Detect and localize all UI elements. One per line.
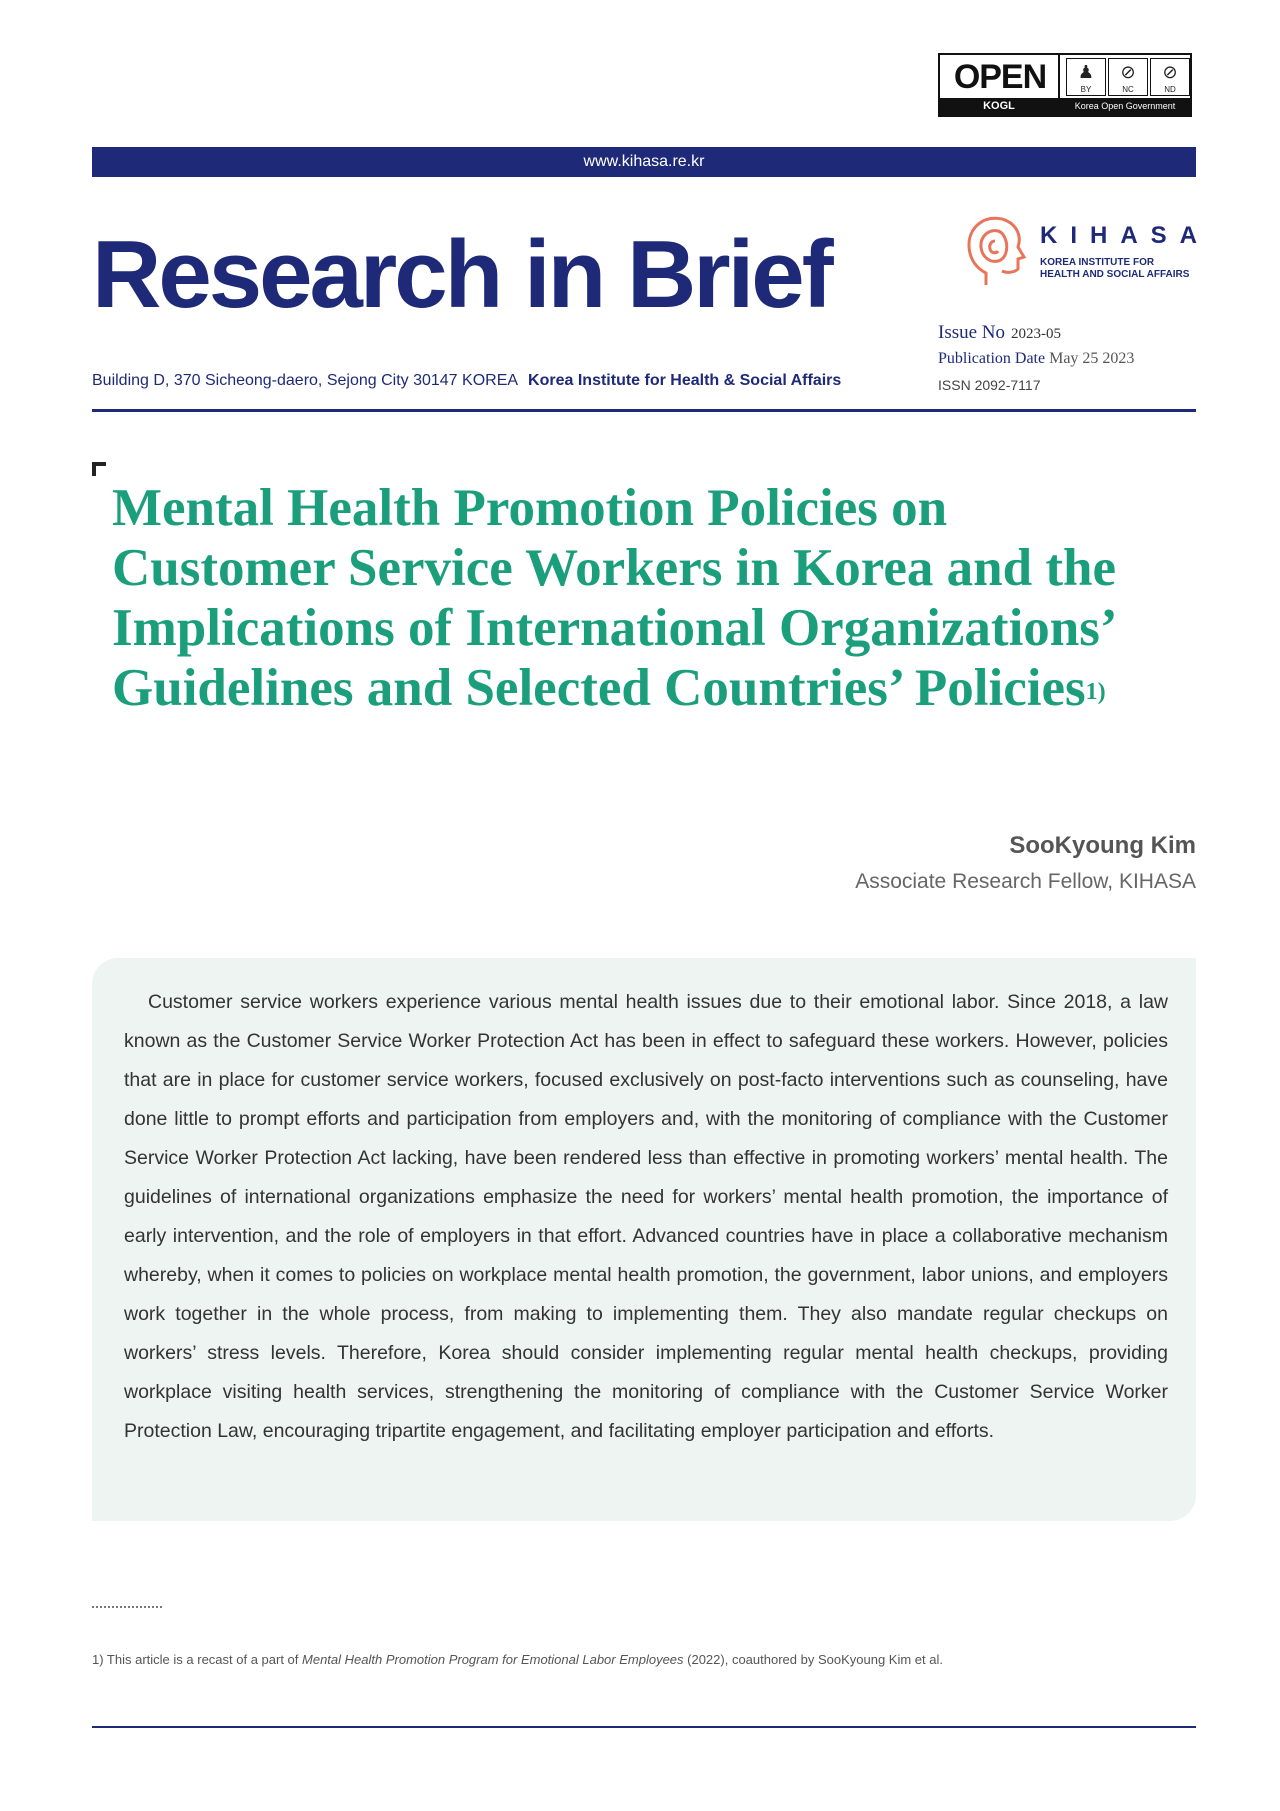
author-name: SooKyoung Kim bbox=[1009, 832, 1196, 859]
publication-date bbox=[938, 350, 1134, 368]
footnote-work-title: Mental Health Promotion Program for Emotional Labor Employees bbox=[302, 1652, 684, 1667]
no-commercial-icon: ⊘ bbox=[1120, 62, 1136, 82]
kogl-license-badge bbox=[938, 53, 1192, 128]
issue-value: 2023-05 bbox=[1011, 326, 1062, 342]
publication-date-value: May 25 2023 bbox=[1049, 350, 1135, 367]
website-link[interactable]: www.kihasa.re.kr bbox=[583, 153, 705, 170]
organization-name: Korea Institute for Health & Social Affairs bbox=[528, 372, 842, 389]
kihasa-subtitle-line1: KOREA INSTITUTE FOR bbox=[1040, 257, 1155, 268]
kogl-label: KOGL bbox=[940, 98, 1058, 115]
kogl-nd-label: ND bbox=[1164, 85, 1176, 94]
issue-number bbox=[938, 322, 1061, 344]
kihasa-wordmark: KIHASA bbox=[1040, 222, 1211, 249]
footnote-suffix: (2022), coauthored by SooKyoung Kim et al. bbox=[683, 1652, 943, 1667]
footnote bbox=[92, 1652, 943, 1667]
kogl-nd-cell bbox=[1150, 58, 1190, 96]
title-corner-mark bbox=[92, 462, 106, 476]
kihasa-subtitle-line2: HEALTH AND SOCIAL AFFAIRS bbox=[1040, 269, 1190, 280]
kogl-conditions bbox=[1058, 55, 1190, 128]
abstract-box bbox=[92, 958, 1196, 1521]
kogl-open-label: OPEN bbox=[953, 58, 1047, 96]
publication-title: Research in Brief bbox=[92, 221, 831, 328]
footnote-prefix: 1) This article is a recast of a part of bbox=[92, 1652, 303, 1667]
address-line bbox=[92, 372, 841, 390]
kogl-by-cell bbox=[1066, 58, 1106, 96]
article-title-line3: Implications of International Organizations’ bbox=[112, 599, 1118, 657]
website-bar bbox=[92, 147, 1196, 177]
address: Building D, 370 Sicheong-daero, Sejong City 30147 KOREA bbox=[92, 372, 519, 389]
article-title-line1: Mental Health Promotion Policies on bbox=[112, 479, 948, 537]
abstract-text: Customer service workers experience various mental health issues due to their emotional labor. Since 2018, a law known as the Customer Service Worker Protection Act has been in effect to safeguard these workers. However, policies that are in place for customer service workers, focused exclusively on post-facto interventions such as counseling, have done little to prompt efforts and participation from employers and, with the monitoring of compliance with the Customer Service Worker Protection Act lacking, have been rendered less than effective in promoting workers’ mental health. The guidelines of international organizations emphasize the need for workers’ mental health promotion, the importance of early intervention, and the role of employers in that effort. Advanced countries have in place a collaborative mechanism whereby, when it comes to policies on workplace mental health promotion, the government, labor unions, and employers work together in the whole process, from making to implementing them. They also mandate regular checkups on workers’ stress levels. Therefore, Korea should consider implementing regular mental health checkups, providing workplace visiting health services, strengthening the monitoring of compliance with the Customer Service Worker Protection Law, encouraging tripartite engagement, and facilitating employer participation and efforts. bbox=[124, 991, 1168, 1442]
publication-date-label: Publication Date bbox=[938, 350, 1046, 367]
kogl-by-label: BY bbox=[1080, 85, 1092, 94]
kogl-full-name: Korea Open Government License bbox=[1060, 98, 1190, 115]
kogl-nc-cell bbox=[1108, 58, 1148, 96]
article-title bbox=[112, 478, 1212, 718]
issue-label: Issue No bbox=[938, 322, 1006, 343]
title-footnote-mark[interactable]: 1) bbox=[1085, 679, 1106, 705]
kihasa-logo-icon bbox=[958, 213, 1028, 289]
author-role: Associate Research Fellow, KIHASA bbox=[855, 870, 1196, 893]
article-title-line4: Guidelines and Selected Countries’ Policies bbox=[112, 659, 1086, 717]
kogl-nc-label: NC bbox=[1122, 85, 1134, 94]
no-derivatives-icon: ⊘ bbox=[1162, 62, 1178, 82]
footnote-separator bbox=[92, 1606, 162, 1608]
kihasa-subtitle bbox=[1040, 257, 1189, 281]
header-divider bbox=[92, 409, 1196, 412]
issn: ISSN 2092-7117 bbox=[938, 377, 1041, 393]
article-title-line2: Customer Service Workers in Korea and the bbox=[112, 539, 1116, 597]
footer-divider bbox=[92, 1726, 1196, 1728]
person-icon: ♟ bbox=[1077, 62, 1095, 82]
